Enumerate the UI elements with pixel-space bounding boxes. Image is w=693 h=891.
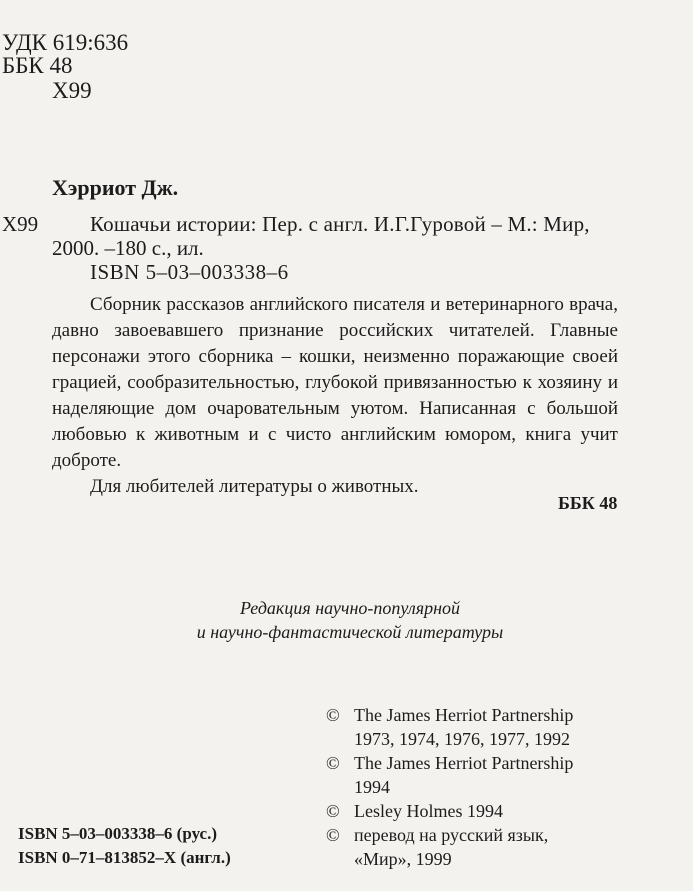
annotation [52,292,618,500]
annotation-audience: Для любителей литературы о животных. [90,476,419,497]
editorial-credit [150,596,550,644]
side-author-mark: Х99 [2,212,39,236]
author-mark: Х99 [52,78,92,103]
udk-code: УДК 619:636 [2,30,129,55]
annotation-paragraph: Сборник рассказов английского писателя и ветеринарного врача, давно завоевавшего признание российских читателей. Главные персонажи этого сборника – кошки, неизменно поражающие своей грацией, сообразительностью, глубокой привязанностью к хозяину и наделяющие дом очаровательным уютом. Написанная с большой любовью к животным и с чисто английским юмором, книга учит доброте. [52,294,618,471]
copyright-entry [326,823,573,847]
copyright-text: The James Herriot Partnership [354,705,574,725]
copyright-text: The James Herriot Partnership [354,753,574,773]
editorial-line-2: и научно-фантастической литературы [196,622,504,642]
copyright-text: Lesley Holmes 1994 [354,801,503,821]
copyright-text: перевод на русский язык, [354,825,549,845]
bbk-code: ББК 48 [2,53,73,78]
isbn-russian: ISBN 5–03–003338–6 (рус.) [18,824,218,843]
copyright-block [326,703,573,871]
copyright-text-continued: 1973, 1974, 1976, 1977, 1992 [354,729,570,749]
author-heading: Хэрриот Дж. [52,175,179,200]
copyright-symbol: © [326,825,340,845]
bbk-code-right: ББК 48 [558,493,618,513]
editorial-line-1: Редакция научно-популярной [239,598,461,618]
isbn-english: ISBN 0–71–813852–X (англ.) [18,848,231,867]
copyright-text-continued: 1994 [354,777,390,797]
bibliographic-title-line: Кошачьи истории: Пер. с англ. И.Г.Гуровой – М.: Мир, [90,212,590,236]
isbn-list [18,822,231,870]
bibliographic-imprint-line: 2000. –180 с., ил. [52,236,204,260]
copyright-entry [326,703,573,727]
copyright-entry [326,751,573,775]
copyright-entry [326,799,573,823]
copyright-text-continued: «Мир», 1999 [354,849,452,869]
copyright-symbol: © [326,801,340,821]
isbn-main: ISBN 5–03–003338–6 [90,260,289,284]
copyright-symbol: © [326,753,340,773]
copyright-symbol: © [326,705,340,725]
